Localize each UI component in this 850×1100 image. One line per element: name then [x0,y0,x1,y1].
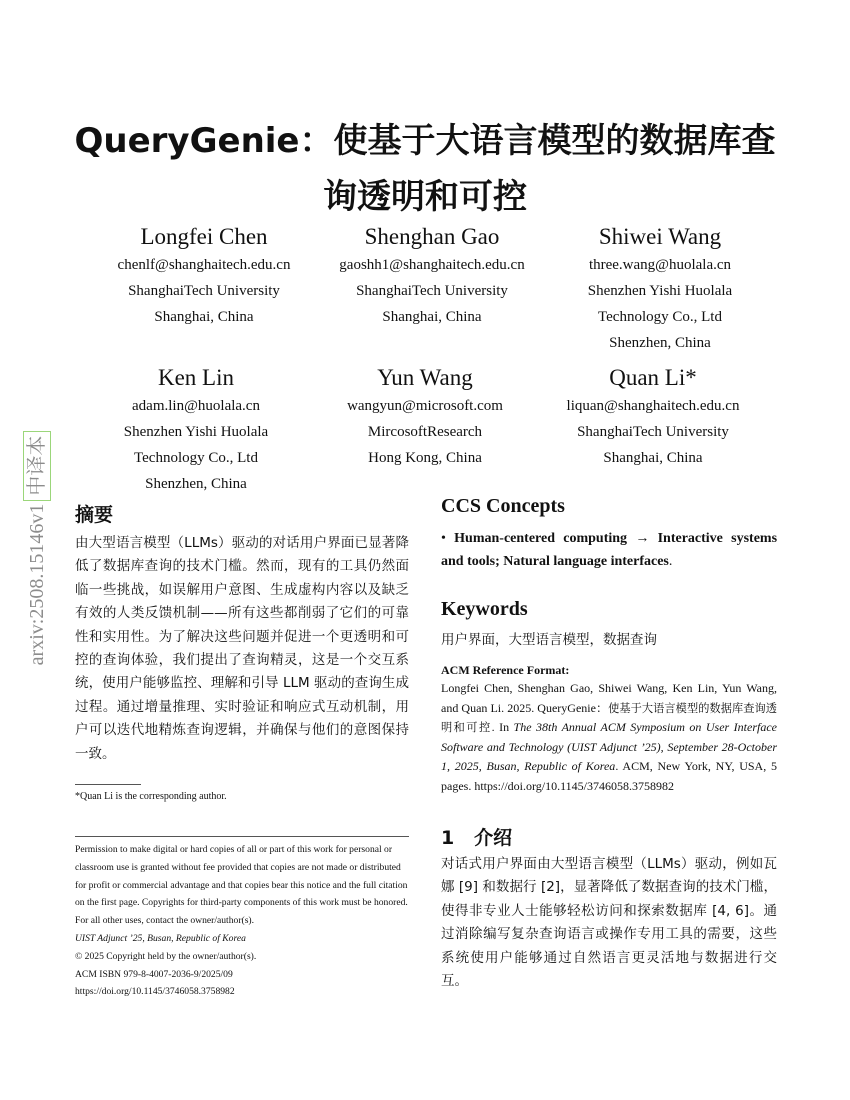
author-block [305,363,545,471]
author-location: Shanghai, China [154,309,254,325]
copyright-line: © 2025 Copyright held by the owner/author(s). [75,950,257,962]
reference-tail[interactable]: . ACM, New York, NY, USA, 5 pages. https://doi.org/10.1145/3746058.3758982 [441,759,777,793]
author-affiliation: ShanghaiTech University [128,283,280,299]
reference-in: . In [491,720,514,735]
reference-text [441,679,777,797]
intro-heading [441,823,512,850]
ccs-bullet: • [441,531,446,546]
author-block [533,363,773,471]
author-name: Ken Lin [157,365,234,390]
author-block [312,222,552,330]
doi-link[interactable]: https://doi.org/10.1145/3746058.3758982 [75,986,235,998]
author-email: liquan@shanghaitech.edu.cn [566,398,740,414]
intro-number: 1 [441,827,455,849]
permission-text: Permission to make digital or hard copies of all or part of this work for personal or classroom use is granted without fee provided that copies are not made or distributed for profit or commercial advantage and that copies bear this notice and the full citation on the first page. Copyrights for third-party components of this work must be honored. For all other uses, contact the owner/author(s). [75,844,408,927]
ccs-text [441,527,777,573]
author-location: Shanghai, China [382,309,482,325]
author-block [540,222,780,356]
author-name: Shiwei Wang [598,224,722,249]
reference-title: 使基于大语言模型的数据库查询透明和可控 [441,701,777,735]
author-name: Quan Li* [609,365,697,390]
ccs-concept-secondary: Interactive systems and tools; Natural language interfaces [441,531,778,569]
reference-venue: The 38th Annual ACM Symposium on User Interface Software and Technology (UIST Adjunct ’25), September 28-October 1, 2025, Busan, Republic of Korea [441,720,777,774]
author-location: Hong Kong, China [368,450,482,466]
translation-label: 中译本 [23,431,51,501]
author-affiliation: MircosoftResearch [367,424,483,440]
keywords-heading: Keywords [441,598,528,620]
footnote-rule [75,784,141,785]
author-email: adam.lin@huolala.cn [132,398,260,414]
author-affiliation: ShanghaiTech University [356,283,508,299]
author-name: Yun Wang [377,365,473,390]
isbn-line: ACM ISBN 979-8-4007-2036-9/2025/09 [75,968,233,980]
author-affiliation: Shenzhen Yishi Huolala [123,424,269,440]
intro-title: 介绍 [474,827,513,849]
ccs-end: . [668,554,673,569]
arxiv-stamp [22,393,52,703]
author-affiliation-2: Technology Co., Ltd [598,309,722,325]
paper-title: QueryGenie：使基于大语言模型的数据库查询透明和可控 [74,121,776,217]
ccs-concept-primary: Human-centered computing [454,531,628,546]
arxiv-id: arxiv:2508.15146v1 [25,503,48,666]
ccs-heading: CCS Concepts [441,495,565,517]
author-block [76,363,316,497]
author-location: Shenzhen, China [609,335,711,351]
abstract-text: 由大型语言模型（LLMs）驱动的对话用户界面已显著降低了数据库查询的技术门槛。然而，现有的工具仍然面临一些挑战，如误解用户意图、生成虚构内容以及缺乏有效的人类反馈机制——所有这些都削弱了它们的可靠性和实用性。为了解决这些问题并促进一个更透明和可控的查询体验，我们提出了查询精灵，这是一个交互系统，使用户能够监控、理解和引导 LLM 驱动的查询生成过程。通过增量推理、实时验证和响应式互动机制，用户可以迭代地精炼查询逻辑，并确保与他们的意图保持一致。 [75,535,409,762]
author-location: Shanghai, China [603,450,703,466]
author-name: Longfei Chen [140,224,268,249]
author-location: Shenzhen, China [145,476,247,492]
permission-notice [75,836,409,1001]
author-affiliation: Shenzhen Yishi Huolala [587,283,733,299]
ccs-arrow: → [635,531,650,546]
author-block [84,222,324,330]
intro-text: 对话式用户界面由大型语言模型（LLMs）驱动，例如瓦娜 [9] 和数据行 [2]，显著降低了数据查询的技术门槛，使得非专业人士能够轻松访问和探索数据库 [4, 6]。通过消除编写复杂查询语言或操作专用工具的需要，这些系统使用户能够通过自然语言更灵活地与数据进行交互。 [441,856,777,990]
footnote: *Quan Li is the corresponding author. [75,791,227,802]
author-email: chenlf@shanghaitech.edu.cn [117,257,291,273]
author-affiliation: ShanghaiTech University [577,424,729,440]
author-email: gaoshh1@shanghaitech.edu.cn [339,257,525,273]
venue-line: UIST Adjunct ’25, Busan, Republic of Korea [75,932,246,944]
reference-authors: Longfei Chen, Shenghan Gao, Shiwei Wang, Ken Lin, Yun Wang, and Quan Li. 2025. QueryGenie： [441,681,777,715]
author-name: Shenghan Gao [364,224,500,249]
keywords-text: 用户界面，大型语言模型，数据查询 [441,632,657,648]
reference-label: ACM Reference Format: [441,663,570,677]
author-email: three.wang@huolala.cn [588,257,732,273]
author-affiliation-2: Technology Co., Ltd [134,450,258,466]
author-email: wangyun@microsoft.com [347,398,503,414]
abstract-heading: 摘要 [75,504,114,526]
